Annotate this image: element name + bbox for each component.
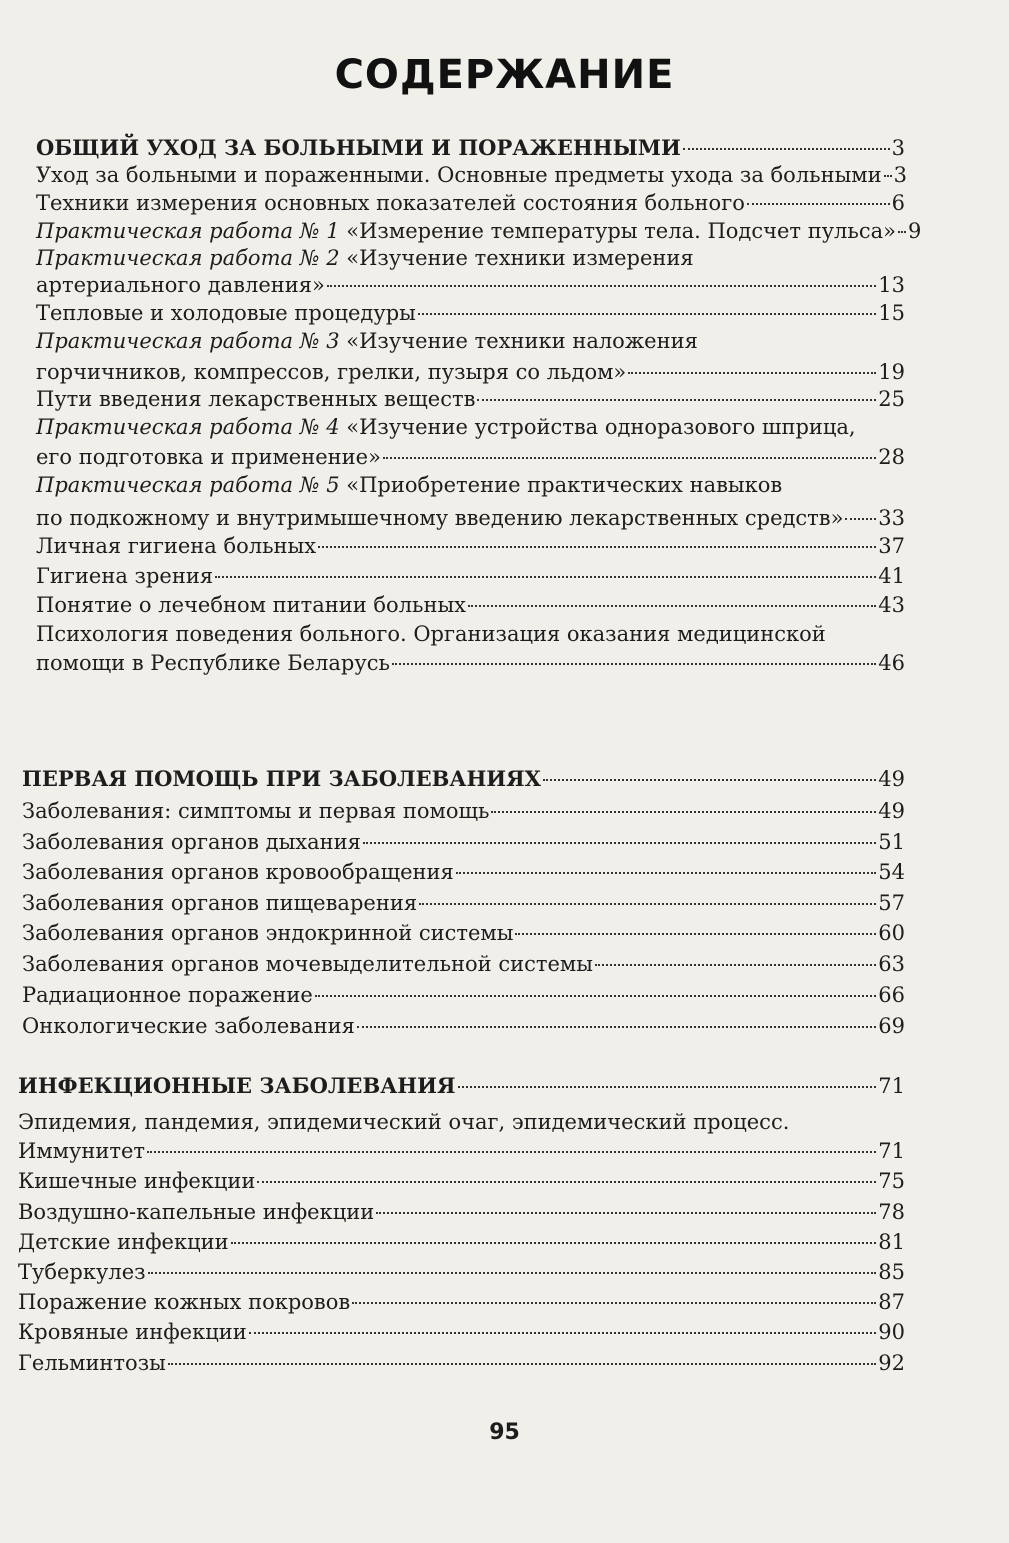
dot-leader xyxy=(419,903,876,905)
toc-entry xyxy=(36,216,922,246)
entry-title: Воздушно-капельные инфекции xyxy=(18,1200,375,1224)
entry-text xyxy=(36,384,475,414)
practical-work-label: Практическая работа № 4 xyxy=(36,415,340,439)
practical-work-label: Практическая работа № 5 xyxy=(36,473,340,497)
entry-text xyxy=(22,980,313,1010)
toc-entry xyxy=(22,857,905,887)
entry-page-number: 13 xyxy=(878,273,905,297)
entry-text xyxy=(36,561,213,591)
toc-entry xyxy=(22,949,905,979)
dot-leader xyxy=(683,148,890,150)
entry-title: «Изучение техники наложения xyxy=(339,329,698,353)
dot-leader xyxy=(628,372,876,374)
entry-text xyxy=(36,590,466,620)
entry-page-number: 19 xyxy=(878,360,905,384)
page-title: СОДЕРЖАНИЕ xyxy=(334,52,675,98)
entry-text xyxy=(36,503,843,533)
toc-entry xyxy=(22,888,905,918)
entry-page-number: 63 xyxy=(878,952,905,976)
entry-page-number: 43 xyxy=(878,593,905,617)
entry-title: Уход за больными и пораженными. Основные предметы ухода за больными xyxy=(36,163,882,187)
toc-entry xyxy=(22,918,905,948)
entry-text xyxy=(36,648,390,678)
entry-title: Заболевания органов эндокринной системы xyxy=(22,921,514,945)
entry-title: Личная гигиена больных xyxy=(36,534,317,558)
entry-page-number: 33 xyxy=(878,506,905,530)
entry-text xyxy=(36,531,316,561)
dot-leader xyxy=(147,1151,876,1153)
toc-entry xyxy=(36,384,905,414)
dot-leader xyxy=(315,995,877,997)
dot-leader xyxy=(884,175,892,177)
dot-leader xyxy=(845,518,876,520)
toc-entry xyxy=(36,412,905,442)
entry-title: по подкожному и внутримышечному введению лекарственных средств» xyxy=(36,506,844,530)
entry-text xyxy=(36,243,694,273)
toc-entry xyxy=(36,442,905,472)
entry-page-number: 87 xyxy=(878,1290,905,1314)
entry-text xyxy=(36,326,698,356)
toc-entry xyxy=(18,1257,905,1287)
dot-leader xyxy=(898,231,906,233)
toc-entry xyxy=(36,270,905,300)
entry-page-number: 75 xyxy=(878,1169,905,1193)
toc-entry xyxy=(18,1348,905,1378)
entry-title: «Изучение техники измерения xyxy=(339,246,694,270)
dot-leader xyxy=(257,1181,876,1183)
entry-page-number: 46 xyxy=(878,651,905,675)
entry-title: Заболевания: симптомы и первая помощь xyxy=(22,799,490,823)
entry-title: помощи в Республике Беларусь xyxy=(36,651,390,675)
toc-entry xyxy=(36,503,905,533)
entry-page-number: 25 xyxy=(878,387,905,411)
entry-title: Туберкулез xyxy=(18,1260,146,1284)
entry-page-number: 69 xyxy=(878,1014,905,1038)
dot-leader xyxy=(477,399,876,401)
dot-leader xyxy=(376,1212,876,1214)
toc-entry xyxy=(36,357,905,387)
entry-text xyxy=(18,1287,350,1317)
entry-title: Тепловые и холодовые процедуры xyxy=(36,301,416,325)
entry-text xyxy=(22,796,489,826)
entry-title: Поражение кожных покровов xyxy=(18,1290,351,1314)
practical-work-label: Практическая работа № 3 xyxy=(36,329,340,353)
dot-leader xyxy=(491,811,876,813)
entry-text xyxy=(18,1107,789,1137)
entry-title: Детские инфекции xyxy=(18,1230,229,1254)
toc-entry xyxy=(18,1287,905,1317)
entry-page-number: 57 xyxy=(878,891,905,915)
toc-section-heading xyxy=(36,133,905,163)
section-page-number: 71 xyxy=(878,1074,905,1098)
entry-page-number: 15 xyxy=(878,301,905,325)
toc-entry xyxy=(18,1317,905,1347)
entry-title: Радиационное поражение xyxy=(22,983,313,1007)
dot-leader xyxy=(318,546,876,548)
dot-leader xyxy=(595,964,876,966)
section-heading-text: ИНФЕКЦИОННЫЕ ЗАБОЛЕВАНИЯ xyxy=(18,1073,456,1098)
entry-text xyxy=(22,1011,355,1041)
dot-leader xyxy=(392,663,876,665)
entry-page-number: 49 xyxy=(878,799,905,823)
dot-leader xyxy=(327,285,876,287)
entry-title: «Измерение температуры тела. Подсчет пульса» xyxy=(339,219,896,243)
toc-entry xyxy=(18,1107,905,1137)
entry-text xyxy=(18,1227,229,1257)
entry-page-number: 85 xyxy=(878,1260,905,1284)
entry-text xyxy=(36,216,896,246)
entry-text xyxy=(18,1257,146,1287)
entry-title: Эпидемия, пандемия, эпидемический очаг, эпидемический процесс. xyxy=(18,1110,790,1134)
entry-text xyxy=(36,619,826,649)
entry-title: «Изучение устройства одноразового шприца, xyxy=(339,415,856,439)
entry-page-number: 37 xyxy=(878,534,905,558)
entry-title: Техники измерения основных показателей состояния больного xyxy=(36,191,745,215)
toc-entry xyxy=(36,531,905,561)
dot-leader xyxy=(363,842,876,844)
dot-leader xyxy=(168,1363,876,1365)
toc-entry xyxy=(22,1011,905,1041)
entry-page-number: 78 xyxy=(878,1200,905,1224)
dot-leader xyxy=(458,1086,877,1088)
dot-leader xyxy=(352,1302,876,1304)
entry-page-number: 3 xyxy=(893,163,908,187)
entry-page-number: 90 xyxy=(878,1320,905,1344)
dot-leader xyxy=(215,576,876,578)
toc-entry xyxy=(18,1227,905,1257)
toc-entry xyxy=(22,980,905,1010)
entry-title: Гигиена зрения xyxy=(36,564,214,588)
dot-leader xyxy=(418,313,876,315)
dot-leader xyxy=(747,203,890,205)
entry-title: Гельминтозы xyxy=(18,1351,166,1375)
section-heading-text: ПЕРВАЯ ПОМОЩЬ ПРИ ЗАБОЛЕВАНИЯХ xyxy=(22,766,541,791)
entry-text xyxy=(18,1197,374,1227)
dot-leader xyxy=(543,779,876,781)
toc-entry xyxy=(18,1136,905,1166)
dot-leader xyxy=(357,1026,876,1028)
entry-page-number: 54 xyxy=(878,860,905,884)
practical-work-label: Практическая работа № 1 xyxy=(36,219,340,243)
entry-title: Заболевания органов дыхания xyxy=(22,830,361,854)
dot-leader xyxy=(383,457,876,459)
entry-page-number: 60 xyxy=(878,921,905,945)
dot-leader xyxy=(515,933,876,935)
toc-entry xyxy=(22,827,905,857)
toc-entry xyxy=(36,619,905,649)
entry-text xyxy=(18,1317,247,1347)
entry-title: артериального давления» xyxy=(36,273,325,297)
toc-entry xyxy=(18,1197,905,1227)
toc-section-heading xyxy=(22,764,905,794)
entry-title: Психология поведения больного. Организация оказания медицинской xyxy=(36,622,826,646)
entry-text xyxy=(18,1348,166,1378)
entry-text xyxy=(36,470,782,500)
entry-text xyxy=(36,412,856,442)
practical-work-label: Практическая работа № 2 xyxy=(36,246,340,270)
entry-title: горчичников, компрессов, грелки, пузыря со льдом» xyxy=(36,360,627,384)
entry-title: Пути введения лекарственных веществ xyxy=(36,387,476,411)
entry-text xyxy=(22,949,593,979)
entry-title: Кишечные инфекции xyxy=(18,1169,256,1193)
dot-leader xyxy=(148,1272,877,1274)
toc-entry xyxy=(36,648,905,678)
toc-entry xyxy=(36,243,905,273)
entry-title: Кровяные инфекции xyxy=(18,1320,247,1344)
entry-title: Онкологические заболевания xyxy=(22,1014,355,1038)
entry-page-number: 92 xyxy=(878,1351,905,1375)
entry-title: Заболевания органов кровообращения xyxy=(22,860,454,884)
entry-text xyxy=(18,1166,255,1196)
entry-text xyxy=(36,160,882,190)
toc-entry xyxy=(36,188,905,218)
entry-page-number: 81 xyxy=(878,1230,905,1254)
section-page-number: 3 xyxy=(891,136,905,160)
entry-page-number: 51 xyxy=(878,830,905,854)
entry-text xyxy=(36,298,416,328)
entry-text xyxy=(22,857,454,887)
entry-title: Заболевания органов пищеварения xyxy=(22,891,418,915)
entry-page-number: 9 xyxy=(907,219,922,243)
toc-entry xyxy=(22,796,905,826)
entry-title: «Приобретение практических навыков xyxy=(339,473,783,497)
toc-entry xyxy=(36,470,905,500)
entry-page-number: 6 xyxy=(891,191,905,215)
toc-entry xyxy=(36,160,908,190)
entry-page-number: 66 xyxy=(878,983,905,1007)
entry-text xyxy=(36,270,325,300)
entry-page-number: 28 xyxy=(878,445,905,469)
section-page-number: 49 xyxy=(878,767,905,791)
entry-text xyxy=(22,888,417,918)
entry-title: Иммунитет xyxy=(18,1139,145,1163)
entry-title: Понятие о лечебном питании больных xyxy=(36,593,467,617)
toc-entry xyxy=(36,326,905,356)
entry-text xyxy=(36,442,381,472)
toc-section-heading xyxy=(18,1071,905,1101)
entry-page-number: 71 xyxy=(878,1139,905,1163)
entry-text xyxy=(18,1136,145,1166)
toc-entry xyxy=(36,298,905,328)
entry-text xyxy=(36,357,626,387)
entry-title: его подготовка и применение» xyxy=(36,445,381,469)
entry-page-number: 41 xyxy=(878,564,905,588)
page-number: 95 xyxy=(489,1420,520,1445)
dot-leader xyxy=(468,605,876,607)
dot-leader xyxy=(456,872,876,874)
dot-leader xyxy=(249,1332,877,1334)
entry-text xyxy=(22,918,513,948)
dot-leader xyxy=(231,1242,877,1244)
toc-entry xyxy=(36,561,905,591)
toc-entry xyxy=(36,590,905,620)
section-heading-text: ОБЩИЙ УХОД ЗА БОЛЬНЫМИ И ПОРАЖЕННЫМИ xyxy=(36,135,681,160)
entry-title: Заболевания органов мочевыделительной системы xyxy=(22,952,593,976)
entry-text xyxy=(22,827,361,857)
entry-text xyxy=(36,188,745,218)
toc-entry xyxy=(18,1166,905,1196)
